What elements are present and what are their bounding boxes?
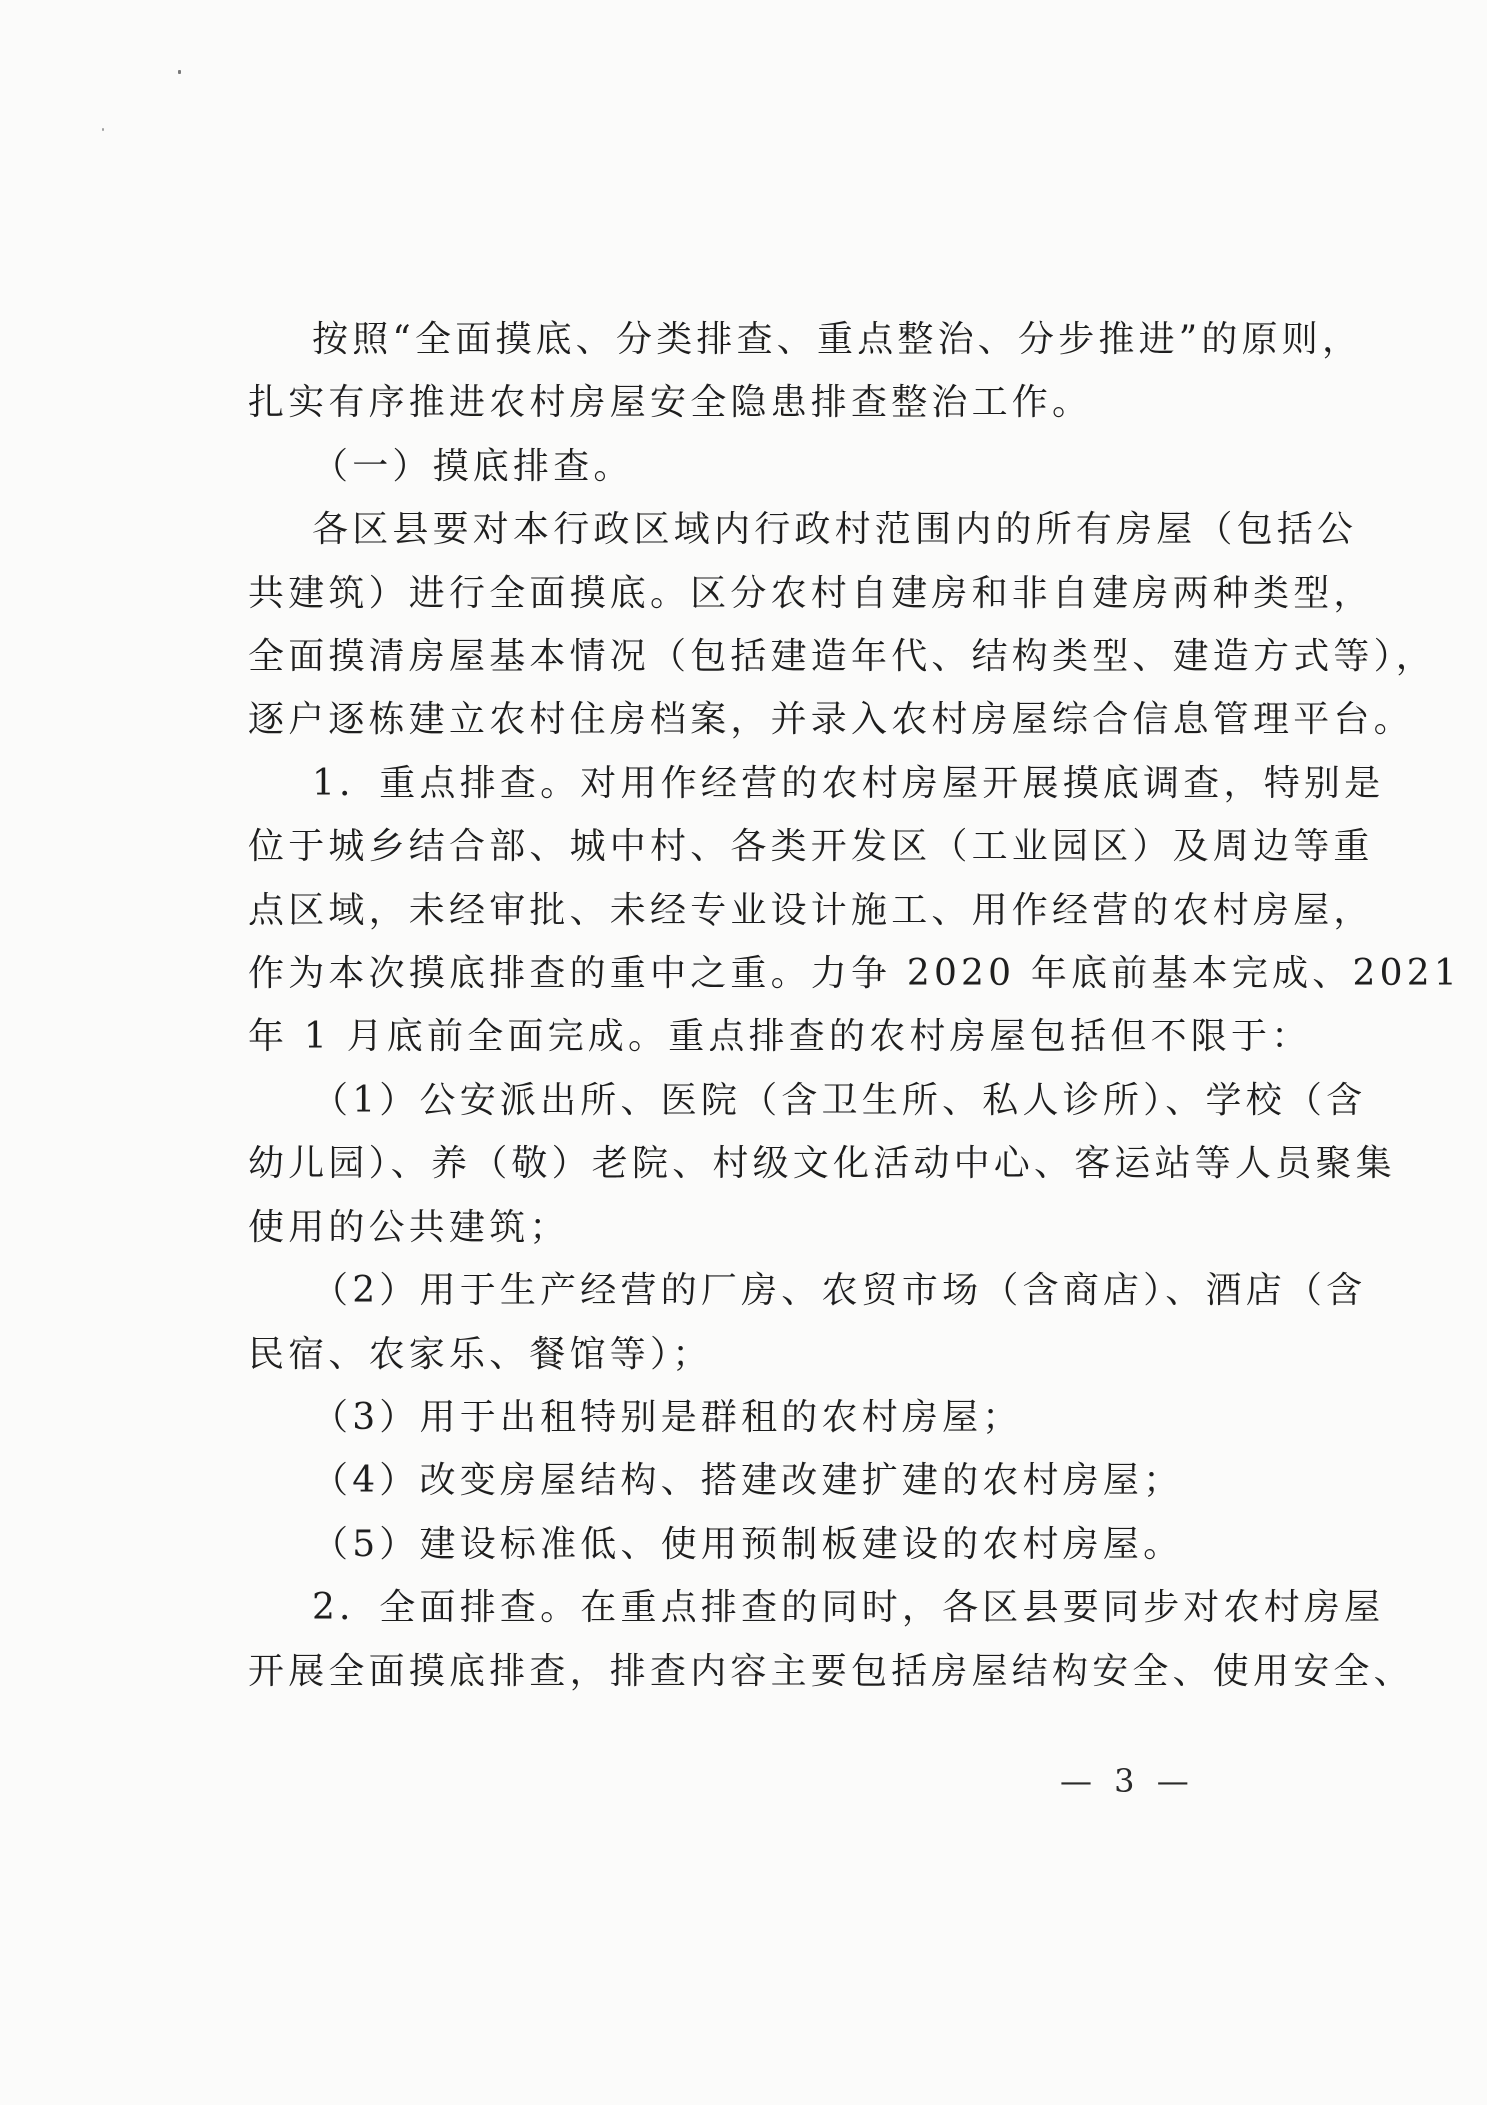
scan-speck <box>178 70 181 74</box>
text-line: 民宿、农家乐、餐馆等）； <box>248 1333 713 1375</box>
text-line: 全面摸清房屋基本情况（包括建造年代、结构类型、建造方式等）， <box>248 636 1437 678</box>
section-heading: （一）摸底排查。 <box>312 445 634 487</box>
text-line: 2．全面排查。在重点排查的同时，各区县要同步对农村房屋 <box>312 1587 1385 1629</box>
text-line: 作为本次摸底排查的重中之重。力争 2020 年底前基本完成、2021 <box>248 953 1461 995</box>
page-number: — 3 — <box>1060 1762 1195 1800</box>
text-line: 各区县要对本行政区域内行政村范围内的所有房屋（包括公 <box>312 509 1358 551</box>
text-line: 幼儿园）、养（敬）老院、村级文化活动中心、客运站等人员聚集 <box>248 1143 1396 1185</box>
text-line: 开展全面摸底排查，排查内容主要包括房屋结构安全、使用安全、 <box>248 1650 1414 1692</box>
text-line: 年 1 月底前全面完成。重点排查的农村房屋包括但不限于： <box>248 1016 1312 1058</box>
text-line: 扎实有序推进农村房屋安全隐患排查整治工作。 <box>248 382 1093 424</box>
text-line: 位于城乡结合部、城中村、各类开发区（工业园区）及周边等重 <box>248 826 1374 868</box>
list-item: （5）建设标准低、使用预制板建设的农村房屋。 <box>312 1523 1184 1565</box>
list-item: （1）公安派出所、医院（含卫生所、私人诊所）、学校（含 <box>312 1079 1367 1121</box>
document-body <box>248 308 1461 1703</box>
text-line: 点区域，未经审批、未经专业设计施工、用作经营的农村房屋， <box>248 889 1374 931</box>
list-item: （4）改变房屋结构、搭建改建扩建的农村房屋； <box>312 1460 1184 1502</box>
text-line: 逐户逐栋建立农村住房档案，并录入农村房屋综合信息管理平台。 <box>248 699 1414 741</box>
text-line: 共建筑）进行全面摸底。区分农村自建房和非自建房两种类型， <box>248 572 1374 614</box>
scan-speck <box>102 128 104 131</box>
list-item: （2）用于生产经营的厂房、农贸市场（含商店）、酒店（含 <box>312 1270 1367 1312</box>
text-line: 1．重点排查。对用作经营的农村房屋开展摸底调查，特别是 <box>312 762 1385 804</box>
text-line: 使用的公共建筑； <box>248 1206 570 1248</box>
text-line: 按照“全面摸底、分类排查、重点整治、分步推进”的原则， <box>312 319 1363 360</box>
list-item: （3）用于出租特别是群租的农村房屋； <box>312 1396 1023 1438</box>
